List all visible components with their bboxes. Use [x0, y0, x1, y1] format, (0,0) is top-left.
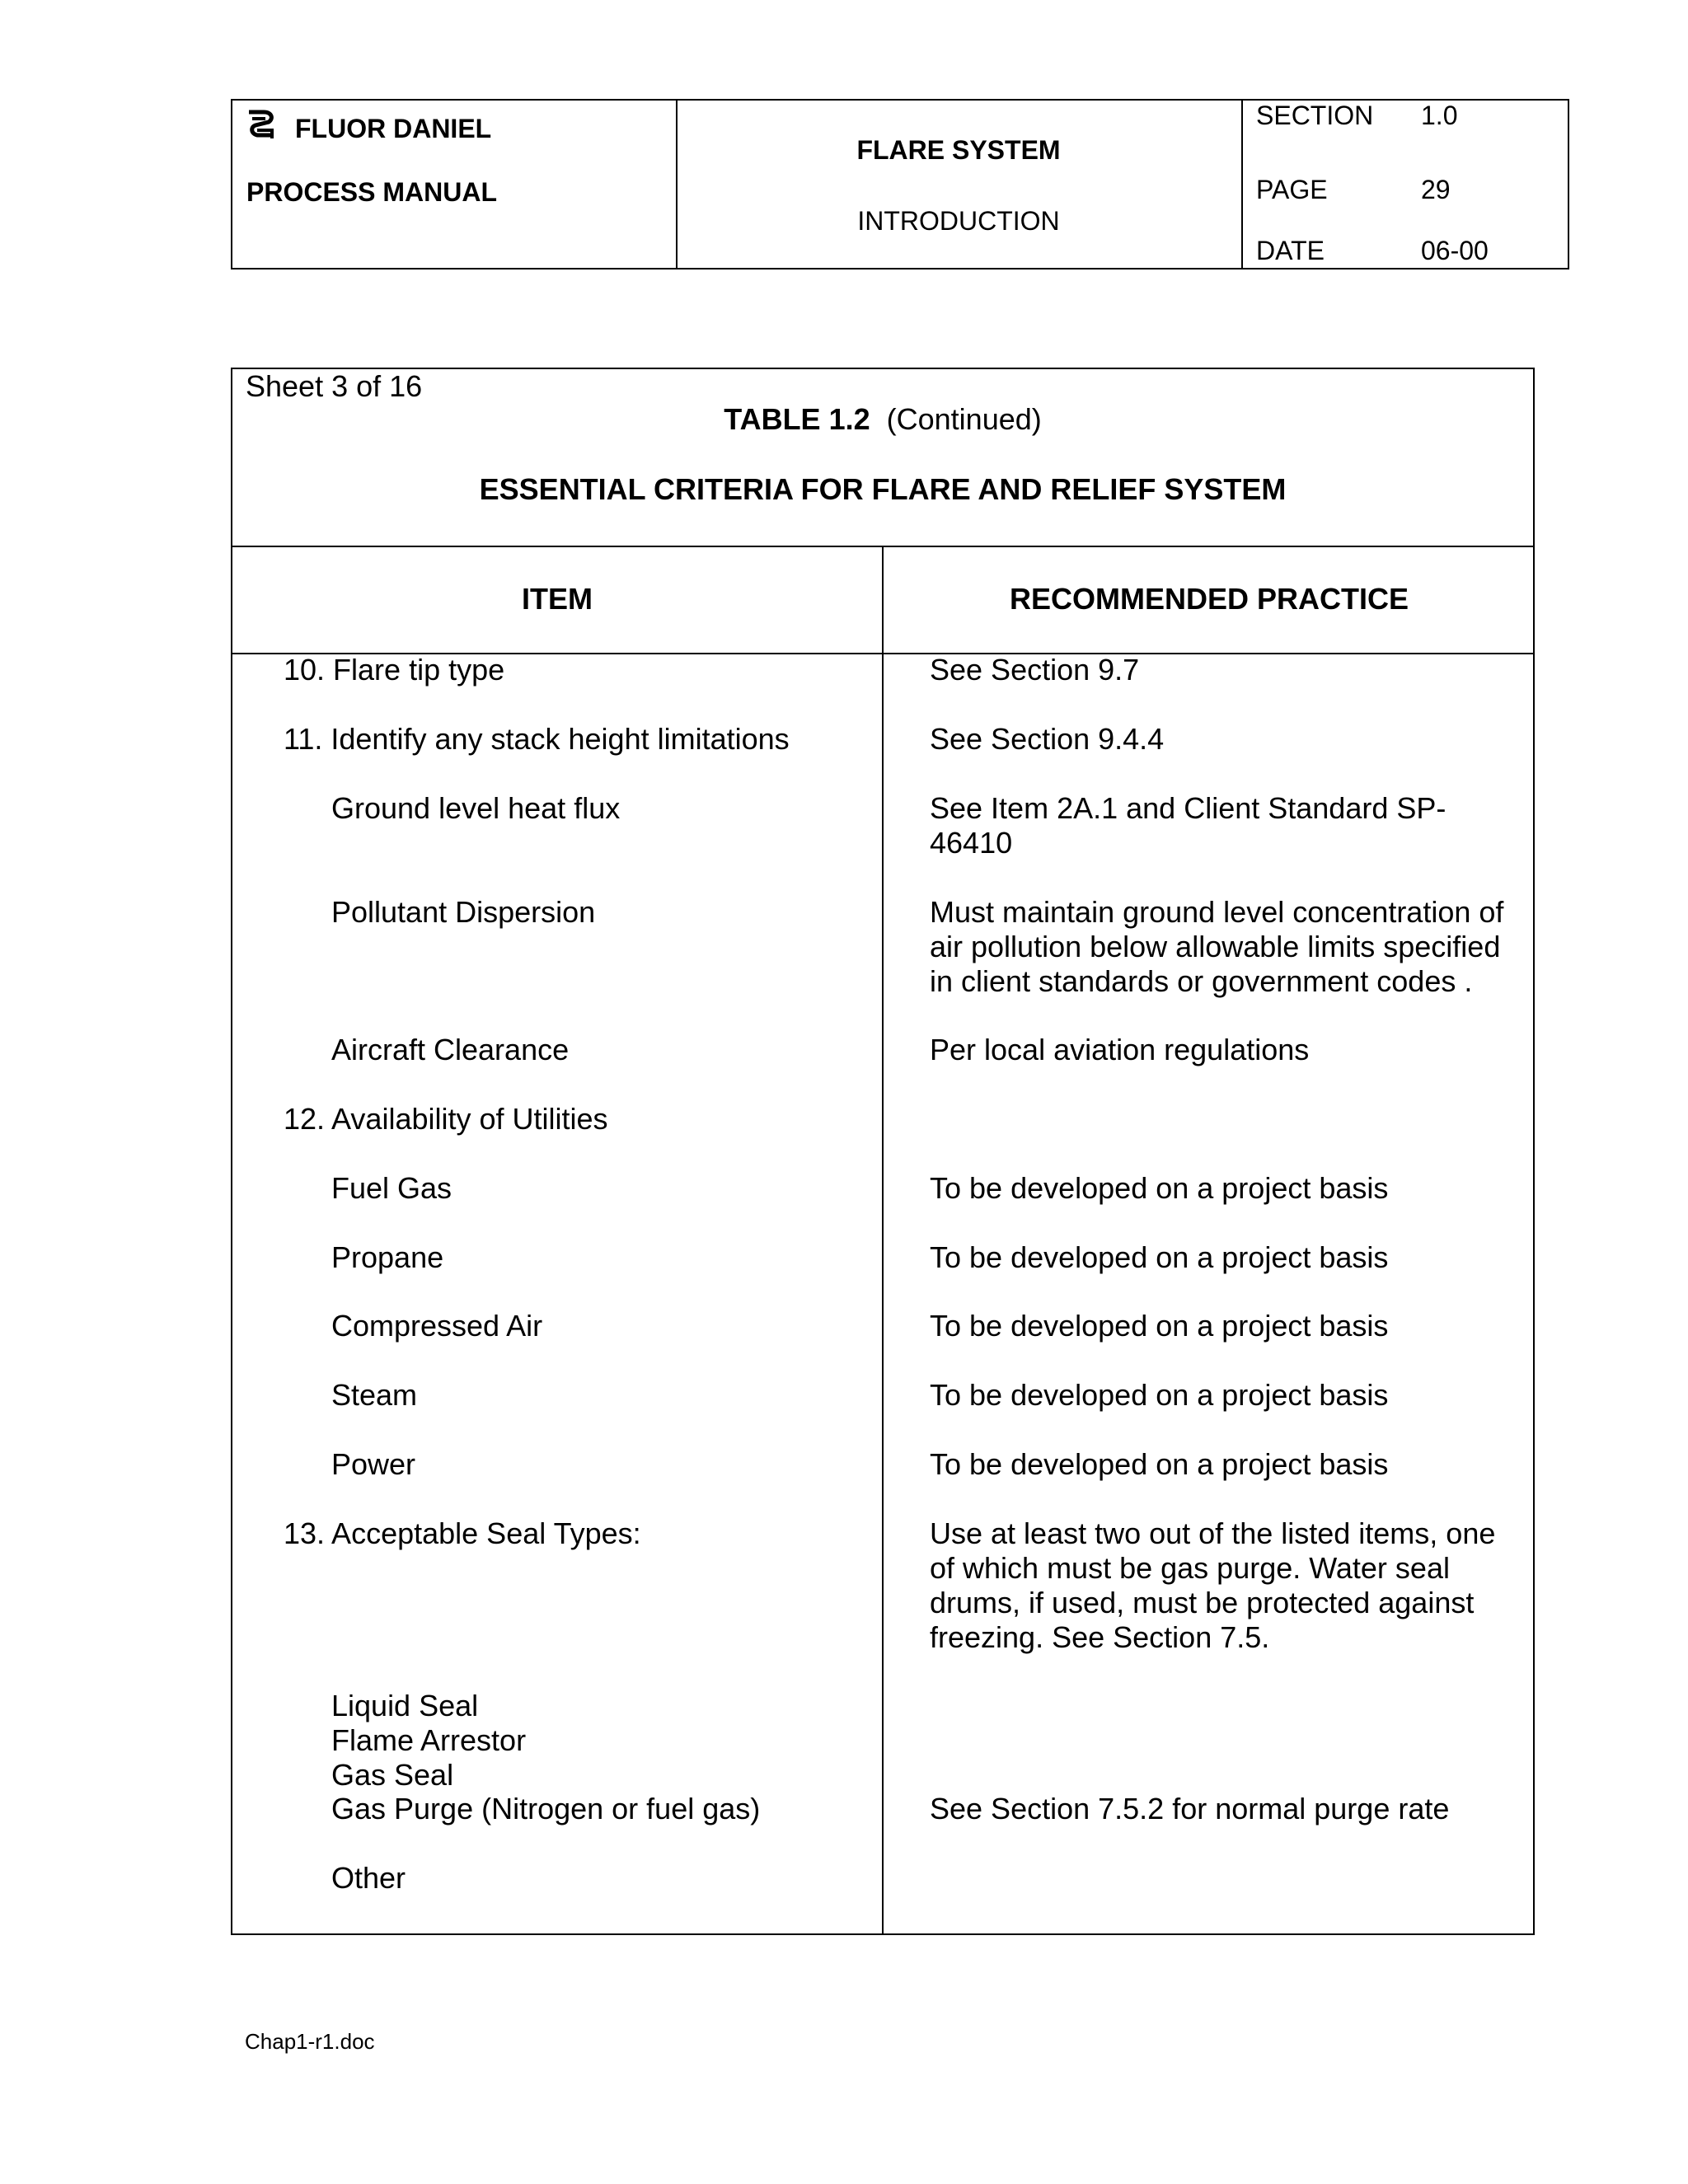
table-row-item: Power [331, 1447, 416, 1481]
table-row-item: Gas Seal [331, 1758, 454, 1792]
document-subtitle: INTRODUCTION [857, 206, 1060, 236]
table-row-practice: Use at least two out of the listed items, one of which must be gas purge. Water seal drums, if used, must be protected against freezing. See Section 7.5. [930, 1516, 1496, 1654]
page-value: 29 [1421, 175, 1451, 204]
column-divider [882, 546, 884, 1933]
table-row-practice: See Section 7.5.2 for normal purge rate [930, 1792, 1450, 1825]
table-row-practice: To be developed on a project basis [930, 1171, 1389, 1205]
company-name: FLUOR DANIEL [295, 114, 492, 143]
section-label: SECTION [1256, 101, 1374, 130]
table-title: ESSENTIAL CRITERIA FOR FLARE AND RELIEF SYSTEM [479, 472, 1287, 506]
criteria-table [231, 368, 1535, 1935]
header-divider [676, 101, 678, 268]
section-value: 1.0 [1421, 101, 1458, 130]
column-header-practice: RECOMMENDED PRACTICE [1009, 582, 1409, 616]
sheet-number: Sheet 3 of 16 [246, 369, 423, 403]
table-row-item: 11. Identify any stack height limitations [284, 722, 790, 756]
table-row-item: Pollutant Dispersion [331, 895, 596, 929]
table-row-item: 10. Flare tip type [284, 653, 505, 687]
table-row-practice: See Section 9.4.4 [930, 722, 1165, 756]
table-row-item: Aircraft Clearance [331, 1033, 570, 1066]
table-row-practice: Per local aviation regulations [930, 1033, 1310, 1066]
manual-name: PROCESS MANUAL [246, 177, 498, 207]
table-row-item: Gas Purge (Nitrogen or fuel gas) [331, 1792, 761, 1825]
table-continued: (Continued) [886, 402, 1042, 436]
table-row-practice: See Section 9.7 [930, 653, 1140, 687]
table-row-practice: To be developed on a project basis [930, 1240, 1389, 1274]
table-row-item: Ground level heat flux [331, 791, 621, 825]
table-caption [232, 402, 1533, 437]
table-row-practice: See Item 2A.1 and Client Standard SP-46410 [930, 791, 1447, 860]
date-value: 06-00 [1421, 236, 1489, 265]
table-row-item: Other [331, 1861, 406, 1895]
table-row-practice: To be developed on a project basis [930, 1378, 1389, 1412]
page-label: PAGE [1256, 175, 1328, 204]
document-title: FLARE SYSTEM [856, 135, 1061, 165]
document-header [231, 99, 1569, 269]
footer-filename: Chap1-r1.doc [245, 2029, 375, 2054]
table-row-practice: Must maintain ground level concentration of air pollution below allowable limits specified in client standards or government codes . [930, 895, 1504, 998]
table-number: TABLE 1.2 [724, 402, 870, 436]
table-row-item: 12. Availability of Utilities [284, 1102, 608, 1136]
fluor-daniel-logo-icon [246, 107, 277, 142]
table-row-item: Flame Arrestor [331, 1723, 527, 1757]
column-header-item: ITEM [522, 582, 593, 616]
table-row-item: Fuel Gas [331, 1171, 452, 1205]
table-row-practice: To be developed on a project basis [930, 1447, 1389, 1481]
table-row-practice: To be developed on a project basis [930, 1309, 1389, 1343]
table-row-item: Liquid Seal [331, 1689, 479, 1722]
date-label: DATE [1256, 236, 1325, 265]
table-row-item: Propane [331, 1240, 444, 1274]
table-row-item: 13. Acceptable Seal Types: [284, 1516, 641, 1550]
table-row-item: Compressed Air [331, 1309, 543, 1343]
header-divider [1241, 101, 1243, 268]
table-row-item: Steam [331, 1378, 418, 1412]
